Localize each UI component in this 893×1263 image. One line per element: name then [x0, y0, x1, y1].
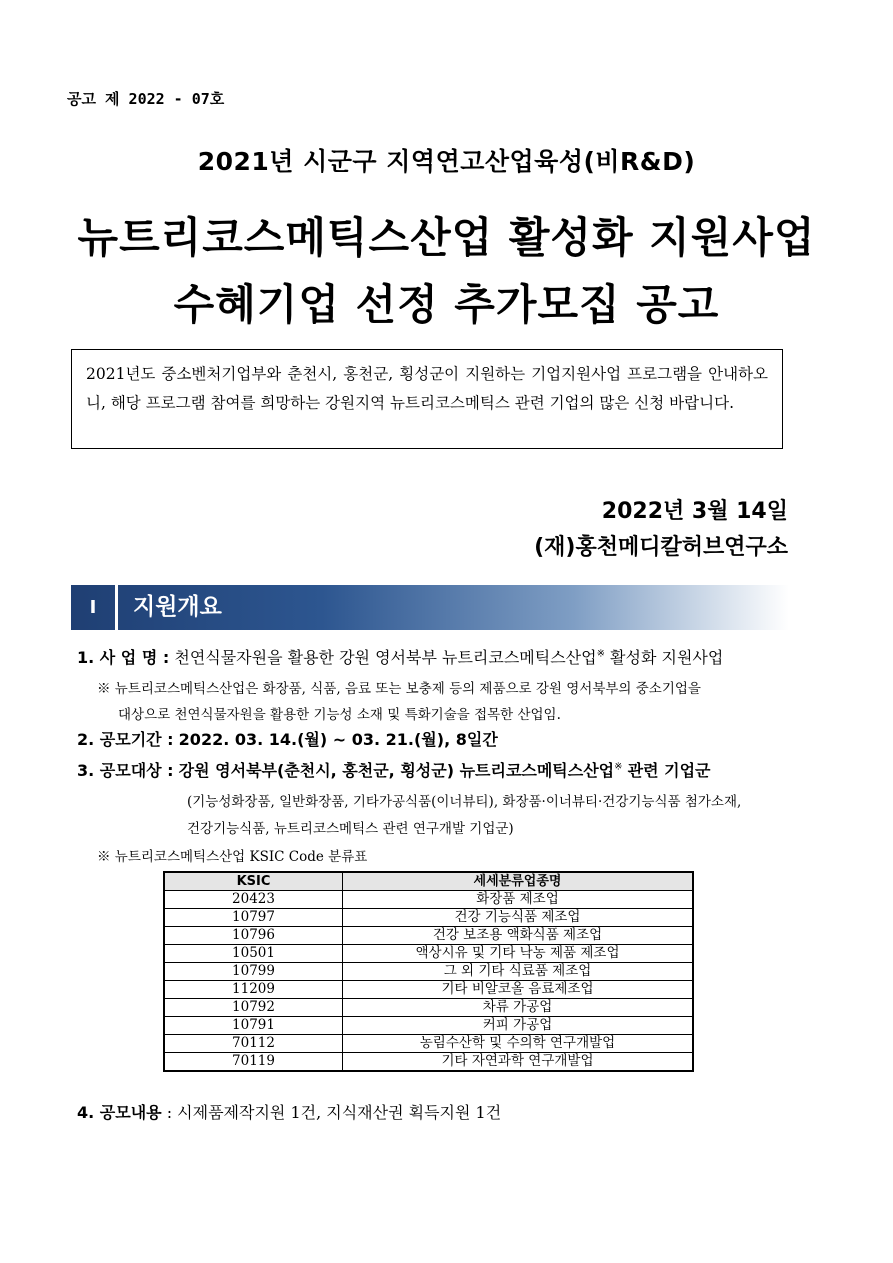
table-row	[164, 1017, 693, 1035]
target-detail-line1: (기능성화장품, 일반화장품, 기타가공식품(이너뷰티), 화장품·이너뷰티·건강기능식품 첨가소재,	[187, 794, 742, 810]
footnote-mark: ※	[596, 648, 605, 660]
industry-name: 화장품 제조업	[343, 891, 694, 909]
document-subtitle: 2021년 시군구 지역연고산업육성(비R&D)	[197, 147, 696, 176]
industry-name: 커피 가공업	[343, 1017, 694, 1035]
item-target	[77, 758, 710, 781]
footnote-mark: ※	[614, 761, 623, 773]
organization-name: (재)홍천메디칼허브연구소	[534, 535, 788, 560]
table-row	[164, 1035, 693, 1053]
item-value: : 시제품제작지원 1건, 지식재산권 획득지원 1건	[166, 1103, 502, 1122]
table-row	[164, 1053, 693, 1072]
table-row	[164, 999, 693, 1017]
industry-name: 농림수산학 및 수의학 연구개발업	[343, 1035, 694, 1053]
item-label: 3. 공모대상 :	[77, 761, 174, 780]
column-header-ksic: KSIC	[164, 872, 343, 891]
ksic-code: 11209	[164, 981, 343, 999]
intro-text: 2021년도 중소벤처기업부와 춘천시, 홍천군, 횡성군이 지원하는 기업지원사업 프로그램을 안내하오니, 해당 프로그램 참여를 희망하는 강원지역 뉴트리코스메틱스 관련 기업의 많은 신청 바랍니다.	[86, 365, 768, 412]
section-header	[71, 585, 789, 630]
industry-name: 기타 비알코올 음료제조업	[343, 981, 694, 999]
document-title-line1: 뉴트리코스메틱스산업 활성화 지원사업	[77, 213, 816, 262]
note-ksic: ※ 뉴트리코스메틱스산업 KSIC Code 분류표	[97, 849, 368, 865]
industry-name: 기타 자연과학 연구개발업	[343, 1053, 694, 1072]
ksic-code: 70112	[164, 1035, 343, 1053]
ksic-code: 10797	[164, 909, 343, 927]
item-label: 4. 공모내용	[77, 1103, 162, 1122]
item-label: 2. 공모기간 :	[77, 730, 174, 749]
note-definition-line1: ※ 뉴트리코스메틱스산업은 화장품, 식품, 음료 또는 보충제 등의 제품으로 강원 영서북부의 중소기업을	[97, 681, 701, 697]
announcement-date: 2022년 3월 14일	[601, 499, 788, 524]
table-row	[164, 909, 693, 927]
industry-name: 차류 가공업	[343, 999, 694, 1017]
industry-name: 건강 기능식품 제조업	[343, 909, 694, 927]
item-value-tail: 활성화 지원사업	[610, 648, 724, 667]
target-detail-line2: 건강기능식품, 뉴트리코스메틱스 관련 연구개발 기업군)	[187, 821, 514, 837]
industry-name: 액상시유 및 기타 낙농 제품 제조업	[343, 945, 694, 963]
item-project-name	[77, 645, 723, 668]
document-title-line2: 수혜기업 선정 추가모집 공고	[173, 280, 720, 329]
ksic-code: 10799	[164, 963, 343, 981]
item-period	[77, 727, 498, 750]
table-row	[164, 927, 693, 945]
item-value: 천연식물자원을 활용한 강원 영서북부 뉴트리코스메틱스산업	[174, 648, 597, 667]
table-row	[164, 945, 693, 963]
section-number: Ⅰ	[71, 585, 118, 630]
section-title: 지원개요	[133, 594, 222, 620]
item-value-tail: 관련 기업군	[627, 761, 711, 780]
column-header-industry: 세세분류업종명	[343, 872, 694, 891]
table-row	[164, 891, 693, 909]
ksic-code: 10792	[164, 999, 343, 1017]
item-value: 강원 영서북부(춘천시, 홍천군, 횡성군) 뉴트리코스메틱스산업	[178, 761, 615, 780]
note-definition-line2: 대상으로 천연식물자원을 활용한 기능성 소재 및 특화기술을 접목한 산업임.	[118, 707, 561, 723]
intro-box	[71, 349, 783, 449]
ksic-table	[163, 871, 694, 1072]
ksic-code: 10796	[164, 927, 343, 945]
item-value: 2022. 03. 14.(월) ~ 03. 21.(월), 8일간	[178, 730, 498, 749]
table-row	[164, 981, 693, 999]
item-label: 1. 사 업 명 :	[77, 648, 170, 667]
table-header-row	[164, 872, 693, 891]
ksic-code: 70119	[164, 1053, 343, 1072]
table-row	[164, 963, 693, 981]
ksic-code: 10501	[164, 945, 343, 963]
notice-number: 공고 제 2022 - 07호	[67, 90, 225, 108]
ksic-code: 10791	[164, 1017, 343, 1035]
item-content	[77, 1100, 501, 1123]
industry-name: 그 외 기타 식료품 제조업	[343, 963, 694, 981]
industry-name: 건강 보조용 액화식품 제조업	[343, 927, 694, 945]
ksic-code: 20423	[164, 891, 343, 909]
